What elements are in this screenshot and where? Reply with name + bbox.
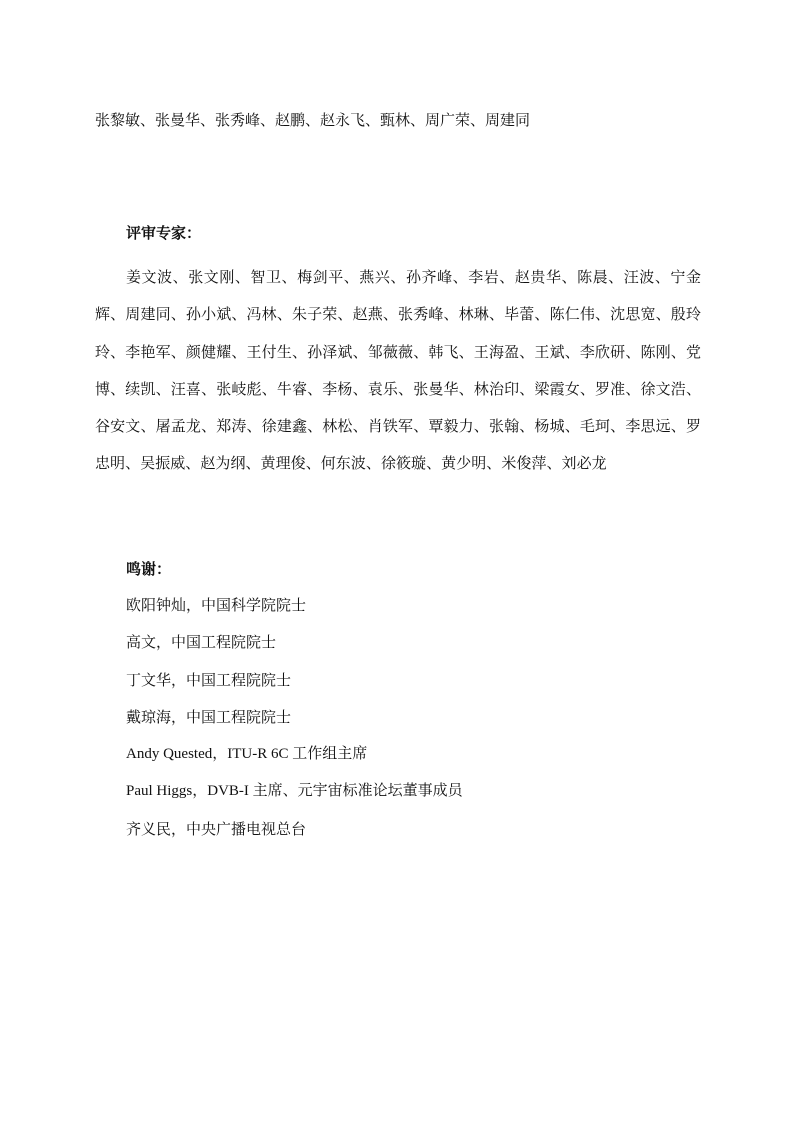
acknowledgement-item: 丁文华，中国工程院院士 [126,670,292,689]
acknowledgement-item: 高文，中国工程院院士 [126,633,277,652]
acknowledgement-item: Paul Higgs，DVB-I 主席、元宇宙标准论坛董事成员 [126,783,463,800]
acknowledgements-list [126,595,463,856]
previous-names-line: 张黎敏、张曼华、张秀峰、赵鹏、赵永飞、甄林、周广荣、周建同 [95,111,531,129]
acknowledgement-item: 戴琼海，中国工程院院士 [126,707,292,726]
acknowledgement-item: Andy Quested，ITU-R 6C 工作组主席 [126,746,368,763]
reviewers-names-paragraph: 姜文波、张文刚、智卫、梅剑平、燕兴、孙齐峰、李岩、赵贵华、陈晨、汪波、宁金辉、周建同、孙小斌、冯林、朱子荣、赵燕、张秀峰、林琳、毕蕾、陈仁伟、沈思宽、殷玲玲、李艳军、颜健耀、王付生、孙泽斌、邹薇薇、韩飞、王海盈、王斌、李欣研、陈刚、党博、续凯、汪喜、张岐彪、牛睿、李杨、袁乐、张曼华、林治印、梁霞女、罗准、徐文浩、谷安文、屠孟龙、郑涛、徐建鑫、林松、肖铁军、覃毅力、张翰、杨城、毛珂、李思远、罗忠明、吴振威、赵为纲、黄理俊、何东波、徐筱璇、黄少明、米俊萍、刘必龙 [95,268,701,473]
reviewers-heading: 评审专家： [126,224,202,242]
acknowledgement-item: 欧阳钟灿，中国科学院院士 [126,596,307,614]
acknowledgement-item: 齐义民，中央广播电视总台 [126,819,307,838]
acknowledgements-heading: 鸣谢： [126,560,172,578]
